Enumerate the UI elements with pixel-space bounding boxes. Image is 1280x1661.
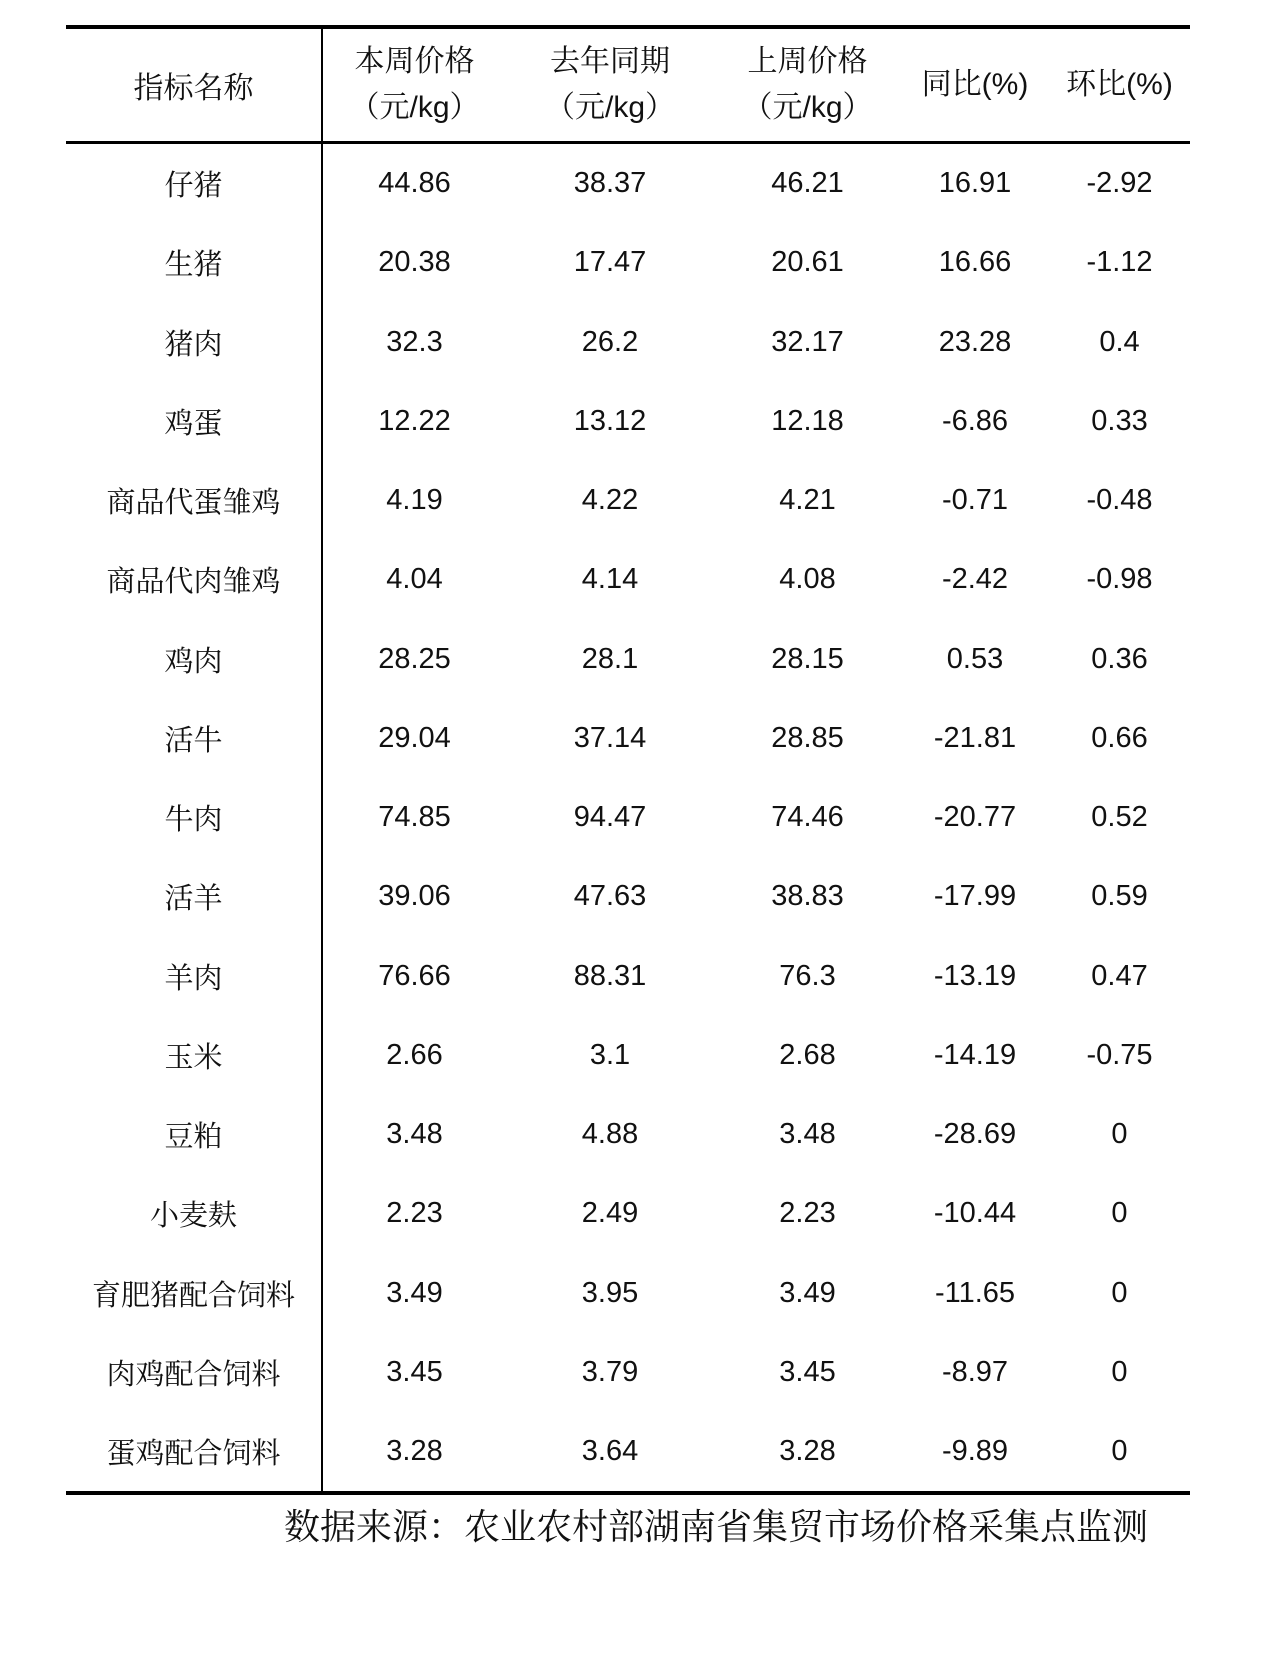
value-cell: 12.18 — [771, 404, 844, 437]
table-row — [66, 1254, 1190, 1333]
value-cell: 3.79 — [581, 1355, 639, 1388]
value-cell: 2.68 — [779, 1038, 836, 1071]
value-cell: 2.23 — [779, 1197, 836, 1230]
value-cell: 3.48 — [386, 1118, 443, 1151]
value-cell: -20.77 — [933, 801, 1017, 834]
indicator-name-cell: 豆粕 — [66, 1095, 322, 1174]
value-cell: 44.86 — [378, 167, 451, 200]
value-cell: -2.42 — [941, 563, 1009, 596]
value-cell: 3.95 — [581, 1276, 639, 1309]
value-cell: 47.63 — [573, 880, 647, 913]
table-row — [66, 857, 1190, 936]
value-cell: 0 — [1111, 1118, 1128, 1151]
table-row — [66, 1095, 1190, 1174]
value-cell: 20.38 — [378, 246, 451, 279]
value-cell: 32.17 — [771, 325, 844, 358]
table-header — [66, 27, 1190, 143]
value-cell: 37.14 — [573, 721, 647, 754]
indicator-name-cell: 玉米 — [66, 1016, 322, 1095]
value-cell: 12.22 — [378, 404, 451, 437]
value-cell: -9.89 — [901, 1412, 1049, 1493]
indicator-name-cell: 育肥猪配合饲料 — [66, 1254, 322, 1333]
header-line1: 环比(%) — [1066, 67, 1173, 101]
indicator-name-cell: 鸡肉 — [66, 620, 322, 699]
value-cell: 0.53 — [946, 642, 1004, 675]
value-cell: 74.46 — [771, 801, 844, 834]
value-cell: 0 — [1111, 1355, 1128, 1388]
value-cell: 13.12 — [573, 404, 647, 437]
table-body — [66, 143, 1190, 1494]
value-cell: -13.19 — [933, 959, 1017, 992]
value-cell: 0.4 — [1099, 325, 1140, 358]
value-cell: 32.3 — [386, 325, 443, 358]
value-cell: 4.19 — [386, 484, 443, 517]
value-cell: 23.28 — [938, 325, 1012, 358]
value-cell: 38.37 — [573, 167, 647, 200]
header-line1: 本周价格 — [354, 44, 475, 78]
header-line1: 上周价格 — [747, 44, 868, 78]
value-cell: 28.15 — [771, 642, 844, 675]
value-cell: 3.1 — [589, 1038, 631, 1071]
value-cell: 74.85 — [378, 801, 451, 834]
indicator-name-cell: 仔猪 — [66, 143, 322, 224]
table-row — [66, 620, 1190, 699]
header-this-week-price — [322, 27, 506, 143]
indicator-name-cell: 活牛 — [66, 699, 322, 778]
header-row — [66, 27, 1190, 143]
value-cell: -28.69 — [933, 1118, 1017, 1151]
value-cell: -0.48 — [1086, 484, 1153, 517]
value-cell: -2.92 — [1086, 167, 1153, 200]
table-row — [66, 223, 1190, 302]
value-cell: 2.66 — [386, 1038, 443, 1071]
value-cell: 0.47 — [1091, 959, 1148, 992]
indicator-name-cell: 牛肉 — [66, 778, 322, 857]
value-cell: -21.81 — [933, 721, 1017, 754]
header-line2: （元/kg） — [742, 91, 873, 124]
table-row — [66, 461, 1190, 540]
value-cell: -11.65 — [934, 1276, 1016, 1309]
data-source-note: 数据来源：农业农村部湖南省集贸市场价格采集点监测 — [284, 1506, 1149, 1547]
indicator-name-cell: 商品代肉雏鸡 — [66, 540, 322, 619]
indicator-name-cell: 小麦麸 — [66, 1174, 322, 1253]
header-line1: 同比(%) — [921, 67, 1029, 101]
value-cell: 3.28 — [322, 1412, 506, 1493]
indicator-name-cell: 商品代蛋雏鸡 — [66, 461, 322, 540]
indicator-name-cell: 猪肉 — [66, 303, 322, 382]
value-cell: 3.49 — [386, 1276, 443, 1309]
indicator-name-cell: 蛋鸡配合饲料 — [66, 1412, 322, 1493]
value-cell: 29.04 — [378, 721, 451, 754]
value-cell: 28.1 — [581, 642, 639, 675]
header-last-week-price — [714, 27, 901, 143]
indicator-name-cell: 肉鸡配合饲料 — [66, 1333, 322, 1412]
value-cell: -10.44 — [933, 1197, 1017, 1230]
value-cell: -0.75 — [1086, 1038, 1153, 1071]
value-cell: 16.91 — [938, 167, 1012, 200]
indicator-name-cell: 生猪 — [66, 223, 322, 302]
value-cell: 88.31 — [573, 959, 647, 992]
table-row — [66, 540, 1190, 619]
value-cell: 2.49 — [581, 1197, 639, 1230]
header-yoy-percent — [901, 27, 1049, 143]
value-cell: 3.45 — [779, 1355, 836, 1388]
value-cell: 0 — [1111, 1276, 1128, 1309]
price-table-container — [66, 25, 1190, 1495]
value-cell: 0 — [1049, 1412, 1190, 1493]
value-cell: 28.25 — [378, 642, 451, 675]
value-cell: 3.45 — [386, 1355, 443, 1388]
value-cell: 38.83 — [771, 880, 844, 913]
value-cell: 94.47 — [573, 801, 647, 834]
table-row — [66, 303, 1190, 382]
value-cell: 4.14 — [581, 563, 639, 596]
header-indicator-name: 指标名称 — [66, 27, 322, 143]
table-row — [66, 1412, 1190, 1493]
value-cell: 0 — [1111, 1197, 1128, 1230]
value-cell: 46.21 — [771, 167, 844, 200]
value-cell: 76.66 — [378, 959, 451, 992]
value-cell: 3.28 — [714, 1412, 901, 1493]
header-line1: 去年同期 — [550, 44, 670, 78]
table-row — [66, 1174, 1190, 1253]
value-cell: 3.49 — [779, 1276, 836, 1309]
header-line2: （元/kg） — [349, 91, 480, 124]
indicator-name-cell: 羊肉 — [66, 937, 322, 1016]
value-cell: 0.59 — [1091, 880, 1148, 913]
value-cell: -8.97 — [941, 1355, 1009, 1388]
value-cell: -14.19 — [933, 1038, 1017, 1071]
value-cell: 39.06 — [378, 880, 451, 913]
value-cell: 4.08 — [779, 563, 836, 596]
value-cell: 4.21 — [779, 484, 836, 517]
value-cell: -0.98 — [1086, 563, 1153, 596]
table-row — [66, 937, 1190, 1016]
value-cell: 2.23 — [386, 1197, 443, 1230]
value-cell: 4.88 — [581, 1118, 639, 1151]
value-cell: 16.66 — [938, 246, 1012, 279]
header-last-year-price — [506, 27, 714, 143]
value-cell: -17.99 — [933, 880, 1017, 913]
value-cell: -0.71 — [941, 484, 1009, 517]
table-row — [66, 382, 1190, 461]
table-row — [66, 699, 1190, 778]
table-row — [66, 1016, 1190, 1095]
value-cell: 0.36 — [1091, 642, 1148, 675]
value-cell: 20.61 — [771, 246, 844, 279]
value-cell: 3.48 — [779, 1118, 836, 1151]
indicator-name-cell: 鸡蛋 — [66, 382, 322, 461]
value-cell: 0.52 — [1091, 801, 1148, 834]
value-cell: 17.47 — [573, 246, 647, 279]
price-table — [66, 25, 1190, 1495]
value-cell: 28.85 — [771, 721, 844, 754]
table-row — [66, 1333, 1190, 1412]
value-cell: 4.04 — [386, 563, 443, 596]
header-line2: （元/kg） — [544, 91, 676, 124]
value-cell: 26.2 — [581, 325, 639, 358]
value-cell: 3.64 — [506, 1412, 714, 1493]
header-wow-percent — [1049, 27, 1190, 143]
value-cell: 0.66 — [1091, 721, 1148, 754]
value-cell: 76.3 — [779, 959, 836, 992]
value-cell: -6.86 — [941, 404, 1009, 437]
indicator-name-cell: 活羊 — [66, 857, 322, 936]
table-row — [66, 143, 1190, 224]
value-cell: -1.12 — [1086, 246, 1153, 279]
table-row — [66, 778, 1190, 857]
value-cell: 4.22 — [581, 484, 639, 517]
value-cell: 0.33 — [1091, 404, 1148, 437]
